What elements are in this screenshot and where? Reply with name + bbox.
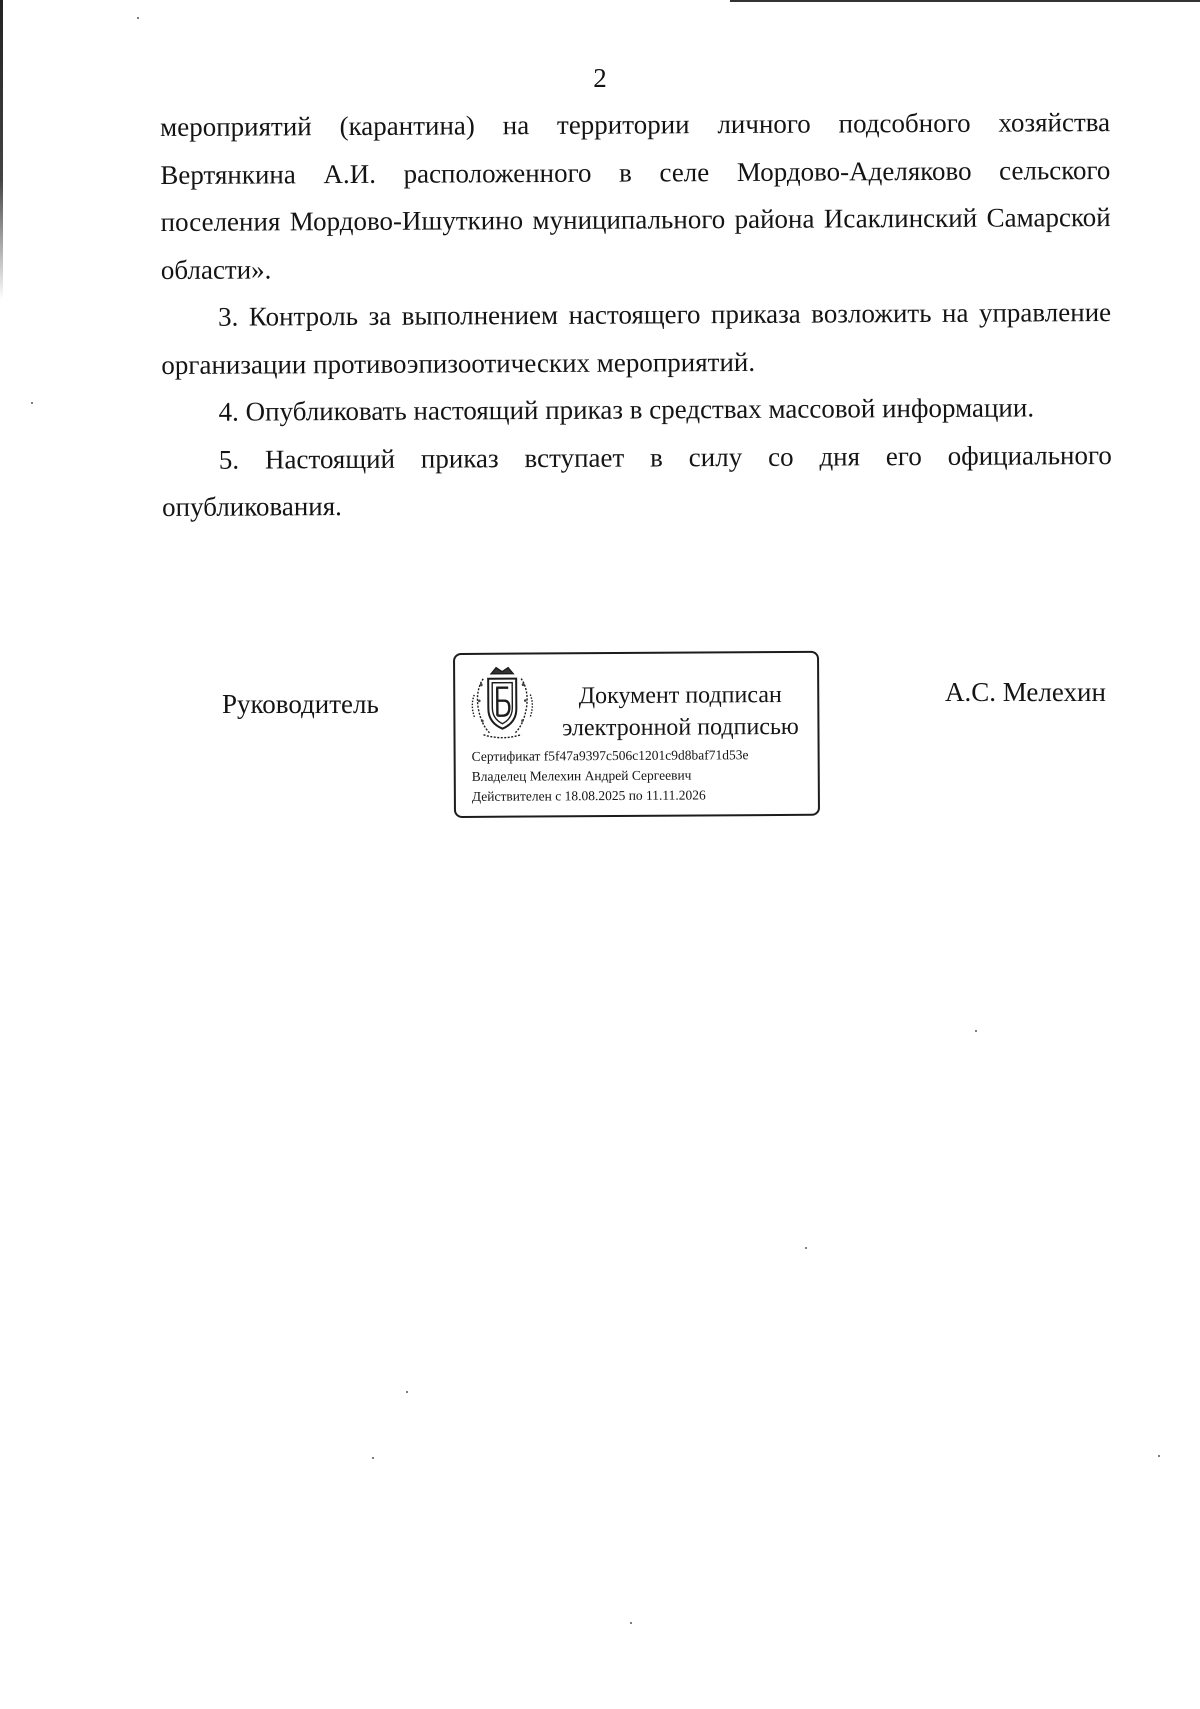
- scan-speck: [372, 1457, 374, 1459]
- scan-speck: [137, 17, 139, 19]
- scan-speck: [975, 1030, 977, 1032]
- page-number: 2: [593, 63, 607, 93]
- scan-speck: [805, 1247, 807, 1249]
- document-body: [160, 99, 1112, 531]
- stamp-owner: Владелец Мелехин Андрей Сергеевич: [471, 767, 692, 784]
- scan-speck: [630, 1622, 632, 1624]
- scan-speck: [31, 402, 33, 404]
- scan-edge-left: [0, 0, 3, 300]
- electronic-signature-stamp: [453, 651, 820, 818]
- stamp-heading: [555, 679, 805, 745]
- stamp-heading-line-2: электронной подписью: [562, 713, 799, 742]
- paragraph-item-4: 4. Опубликовать настоящий приказ в средствах массовой информации.: [218, 392, 1035, 427]
- paragraph-continuation: мероприятий (карантина) на территории личного подсобного хозяйства Вертянкина А.И. расположенного в селе Мордово-Аделяково сельского поселения Мордово-Ишуткино муниципального района Исаклинский Самарской области».: [160, 107, 1111, 285]
- paragraph-item-3: 3. Контроль за выполнением настоящего приказа возложить на управление организации противоэпизоотических мероприятий.: [161, 297, 1112, 380]
- stamp-details: [472, 745, 812, 807]
- stamp-certificate: Сертификат f5f47a9397c506c1201c9d8baf71d53e: [471, 747, 749, 764]
- scan-speck: [1158, 1455, 1160, 1457]
- signer-title: Руководитель: [222, 689, 379, 719]
- paragraph-item-5: 5. Настоящий приказ вступает в силу со дня его официального опубликования.: [162, 439, 1112, 522]
- scan-edge-top: [730, 0, 1200, 2]
- scan-speck: [406, 1391, 408, 1393]
- coat-of-arms-icon: [469, 664, 535, 740]
- signer-name: А.С. Мелехин: [945, 677, 1106, 707]
- stamp-validity: Действителен с 18.08.2025 по 11.11.2026: [471, 787, 706, 804]
- stamp-heading-line-1: Документ подписан: [578, 681, 782, 710]
